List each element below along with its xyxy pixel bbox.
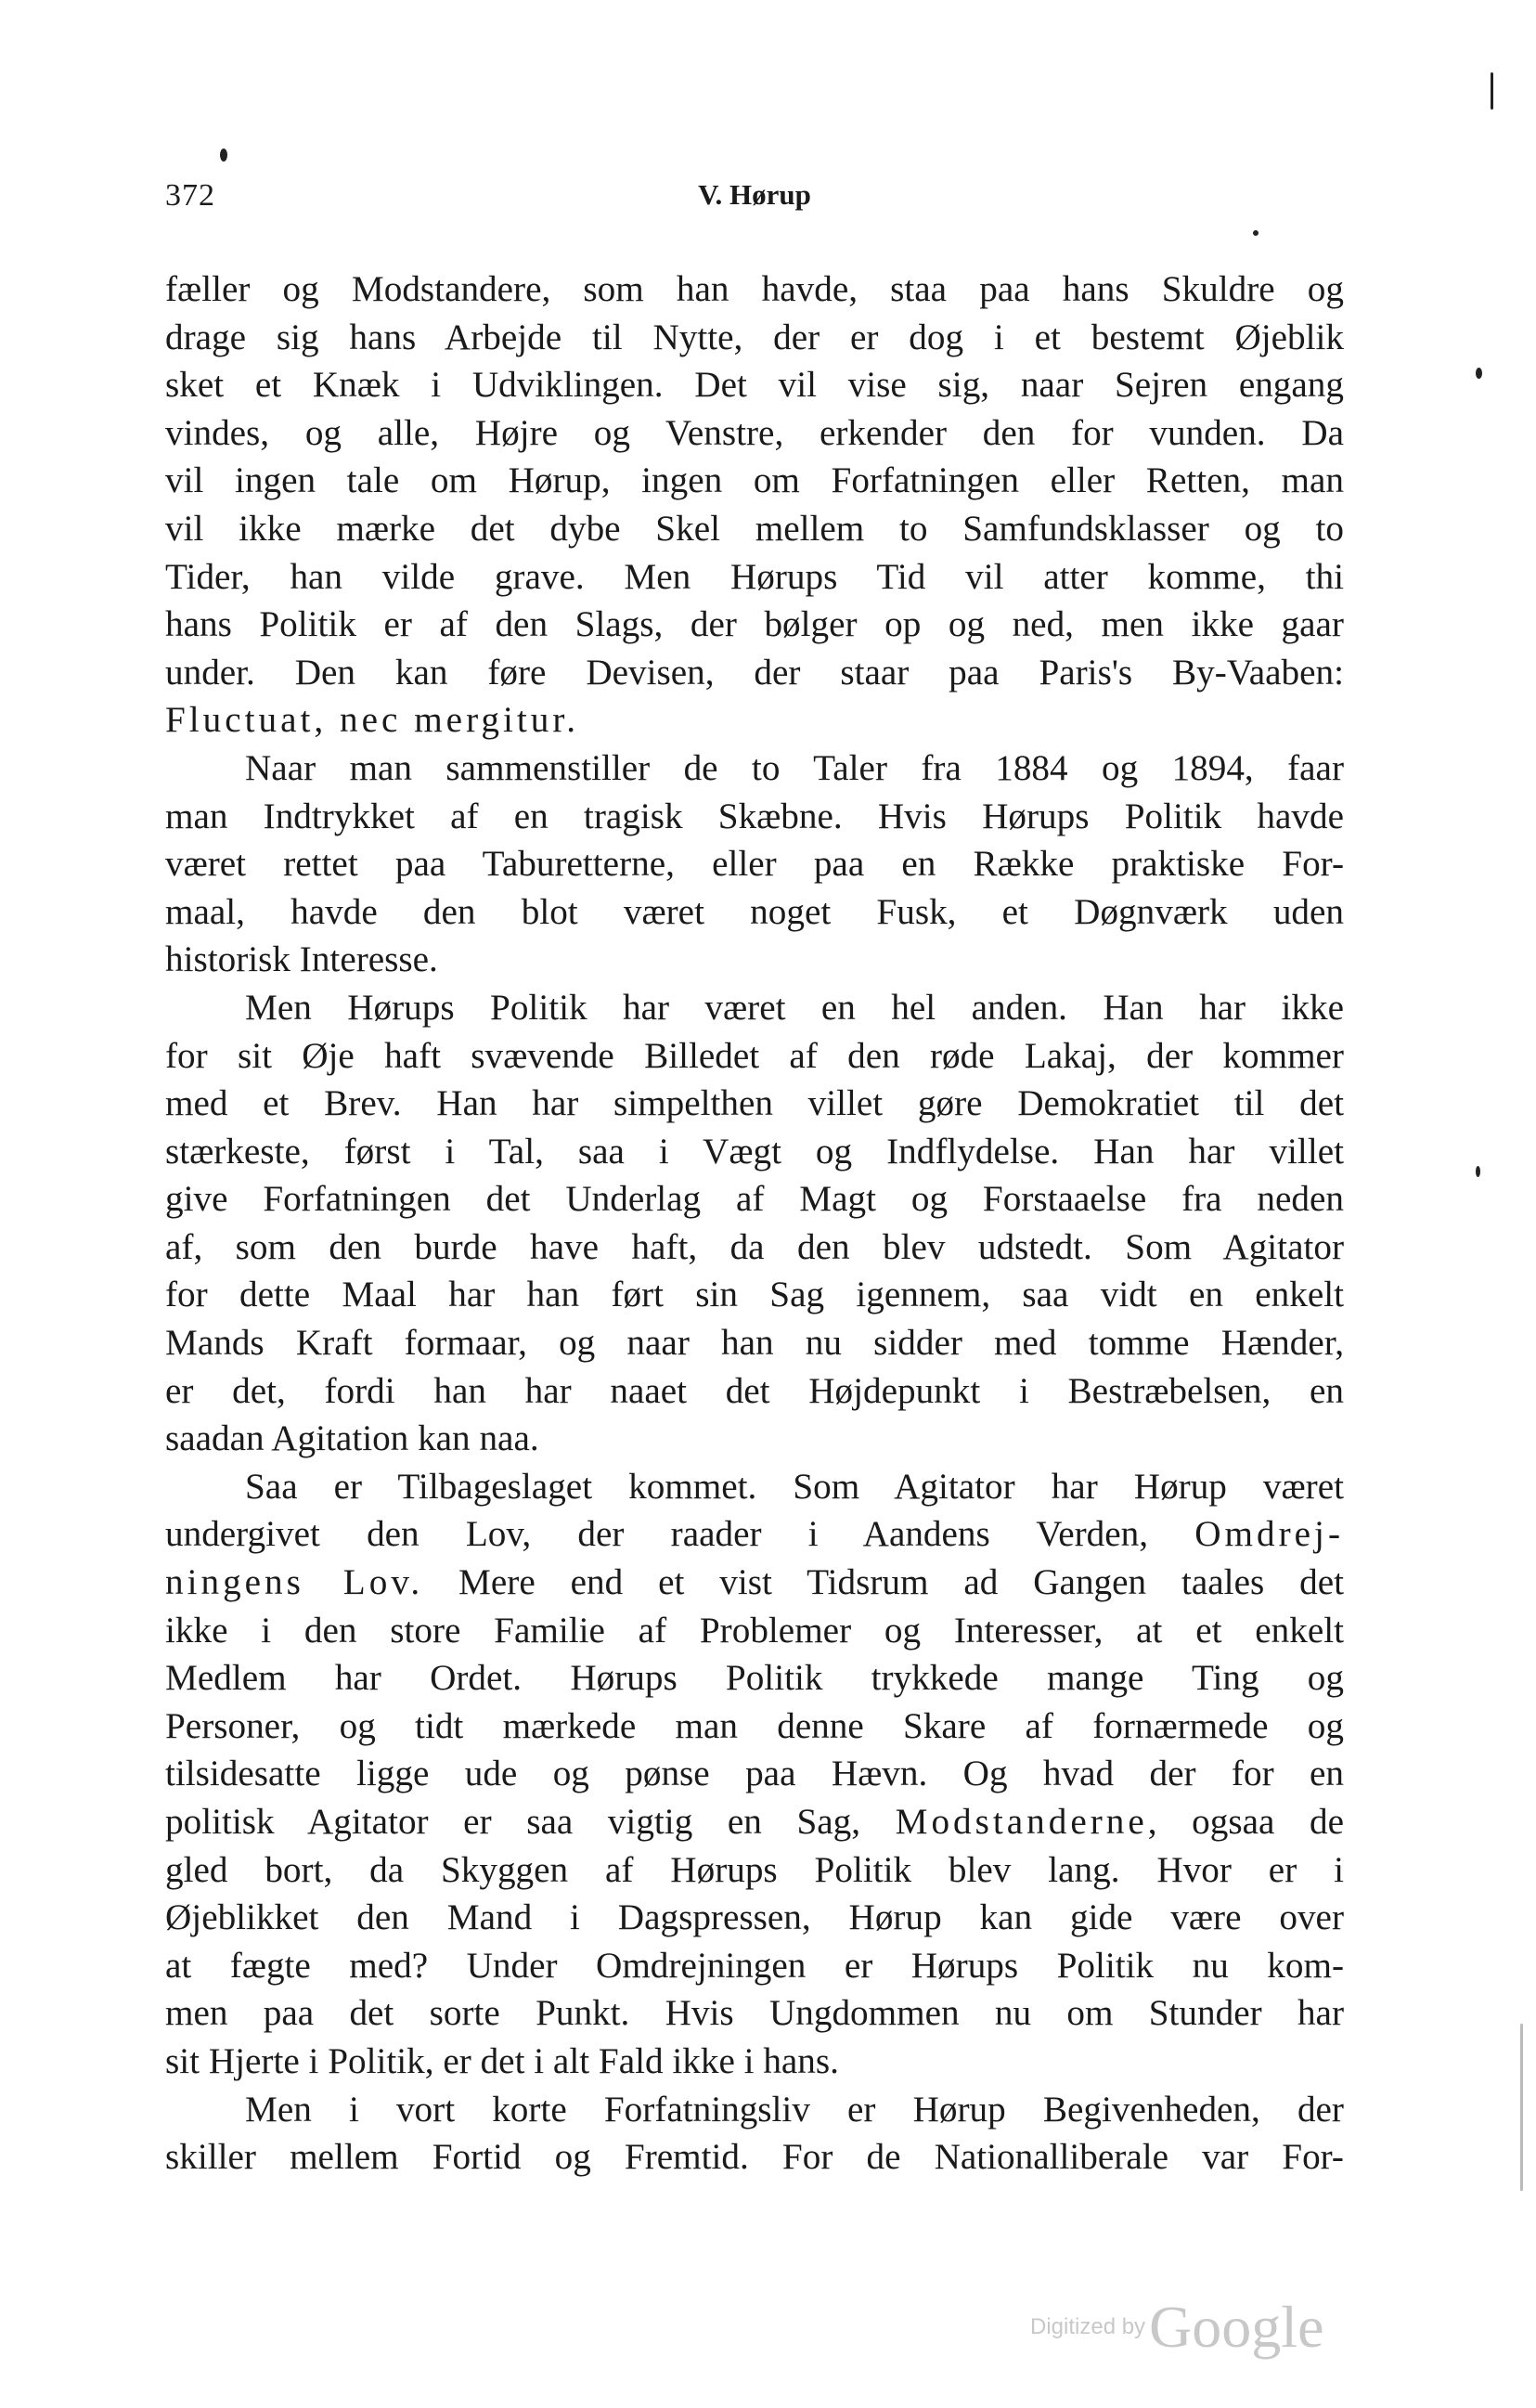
text-line: Øjeblikket den Mand i Dagspressen, Hørup kan gide være over <box>165 1897 1344 1938</box>
motto: Fluctuat, nec mergitur. <box>165 700 580 741</box>
body-text <box>165 265 1344 2181</box>
ink-speck <box>1253 230 1258 236</box>
text-line: Personer, og tidt mærkede man denne Skare af fornærmede og <box>165 1705 1344 1746</box>
text-line: maal, havde den blot været noget Fusk, et Døgnværk uden <box>165 891 1344 932</box>
text-line: for dette Maal har han ført sin Sag igennem, saa vidt en enkelt <box>165 1275 1344 1315</box>
text-line: Saa er Tilbageslaget kommet. Som Agitator har Hørup været <box>245 1466 1344 1507</box>
text-line: vil ingen tale om Hørup, ingen om Forfatningen eller Retten, man <box>165 460 1344 501</box>
text-line: sket et Knæk i Udviklingen. Det vil vise sig, naar Sejren engang <box>165 365 1344 406</box>
text-segment: , ogsaa de <box>1147 1802 1344 1842</box>
text-segment: politisk Agitator er saa vigtig en Sag, <box>165 1802 896 1842</box>
text-line: Naar man sammenstiller de to Taler fra 1884 og 1894, faar <box>245 747 1344 788</box>
paragraph-4 <box>165 1463 1344 2086</box>
paragraph-1 <box>165 265 1344 744</box>
paragraph-2 <box>165 744 1344 984</box>
spaced-emphasis: Omdrej- <box>1194 1514 1344 1555</box>
paragraph-5 <box>165 2086 1344 2181</box>
text-segment: Mere end et vist Tidsrum ad Gangen taales det <box>423 1562 1344 1603</box>
page-header <box>165 178 1344 225</box>
text-line: drage sig hans Arbejde til Nytte, der er dog i et bestemt Øjeblik <box>165 317 1344 357</box>
text-line: af, som den burde have haft, da den blev udstedt. Som Agitator <box>165 1226 1344 1267</box>
text-line: med et Brev. Han har simpelthen villet gøre Demokratiet til det <box>165 1083 1344 1124</box>
text-line: ikke i den store Familie af Problemer og Interesser, at et enkelt <box>165 1610 1344 1651</box>
watermark-prefix: Digitized by <box>1030 2314 1146 2339</box>
text-line: men paa det sorte Punkt. Hvis Ungdommen nu om Stunder har <box>165 1993 1344 2034</box>
google-logo: Google <box>1149 2294 1324 2360</box>
text-line: man Indtrykket af en tragisk Skæbne. Hvis Hørups Politik havde <box>165 796 1344 836</box>
text-line: vil ikke mærke det dybe Skel mellem to Samfundsklasser og to <box>165 508 1344 549</box>
text-line: Mands Kraft formaar, og naar han nu sidder med tomme Hænder, <box>165 1323 1344 1364</box>
text-line: sit Hjerte i Politik, er det i alt Fald ikke i hans. <box>165 2040 839 2081</box>
text-line: tilsidesatte ligge ude og pønse paa Hævn. Og hvad der for en <box>165 1754 1344 1794</box>
spaced-emphasis: Modstanderne <box>895 1802 1148 1842</box>
text-line: for sit Øje haft svævende Billedet af den røde Lakaj, der kommer <box>165 1035 1344 1076</box>
text-line: Men Hørups Politik har været en hel anden. Han har ikke <box>245 987 1344 1028</box>
text-line: skiller mellem Fortid og Fremtid. For de Nationalliberale var For- <box>165 2137 1344 2178</box>
ink-speck <box>1476 1166 1480 1177</box>
digitized-watermark <box>1030 2293 1323 2362</box>
running-head: V. Hørup <box>698 178 811 211</box>
text-line: er det, fordi han har naaet det Højdepunkt i Bestræbelsen, en <box>165 1370 1344 1411</box>
text-line: stærkeste, først i Tal, saa i Vægt og Indflydelse. Han har villet <box>165 1131 1344 1172</box>
text-line: Men i vort korte Forfatningsliv er Hørup Begivenheden, der <box>245 2089 1344 2130</box>
paragraph-3 <box>165 984 1344 1463</box>
ink-speck <box>1520 2024 1523 2191</box>
text-line <box>165 1798 1344 1846</box>
text-line <box>165 1559 1344 1607</box>
text-segment: undergivet den Lov, der raader i Aandens Verden, <box>165 1514 1195 1555</box>
text-line: fæller og Modstandere, som han havde, staa paa hans Skuldre og <box>165 269 1344 309</box>
text-line: Medlem har Ordet. Hørups Politik trykkede mange Ting og <box>165 1658 1344 1699</box>
ink-speck <box>1476 368 1482 379</box>
text-line <box>165 1510 1344 1559</box>
text-line: vindes, og alle, Højre og Venstre, erkender den for vunden. Da <box>165 412 1344 453</box>
text-line: historisk Interesse. <box>165 939 438 980</box>
ink-speck <box>1491 72 1493 110</box>
ink-speck <box>220 149 227 162</box>
text-line: at fægte med? Under Omdrejningen er Hørups Politik nu kom- <box>165 1945 1344 1986</box>
text-line: give Forfatningen det Underlag af Magt og Forstaaelse fra neden <box>165 1179 1344 1220</box>
spaced-emphasis: ningens Lov. <box>165 1562 424 1603</box>
text-line: under. Den kan føre Devisen, der staar paa Paris's By-Vaaben: <box>165 652 1344 693</box>
text-line: gled bort, da Skyggen af Hørups Politik blev lang. Hvor er i <box>165 1849 1344 1890</box>
text-line: Tider, han vilde grave. Men Hørups Tid vil atter komme, thi <box>165 556 1344 597</box>
text-line: saadan Agitation kan naa. <box>165 1418 539 1459</box>
page-number: 372 <box>165 178 215 213</box>
text-line: været rettet paa Taburetterne, eller paa en Række praktiske For- <box>165 844 1344 885</box>
text-line: hans Politik er af den Slags, der bølger op og ned, men ikke gaar <box>165 604 1344 645</box>
